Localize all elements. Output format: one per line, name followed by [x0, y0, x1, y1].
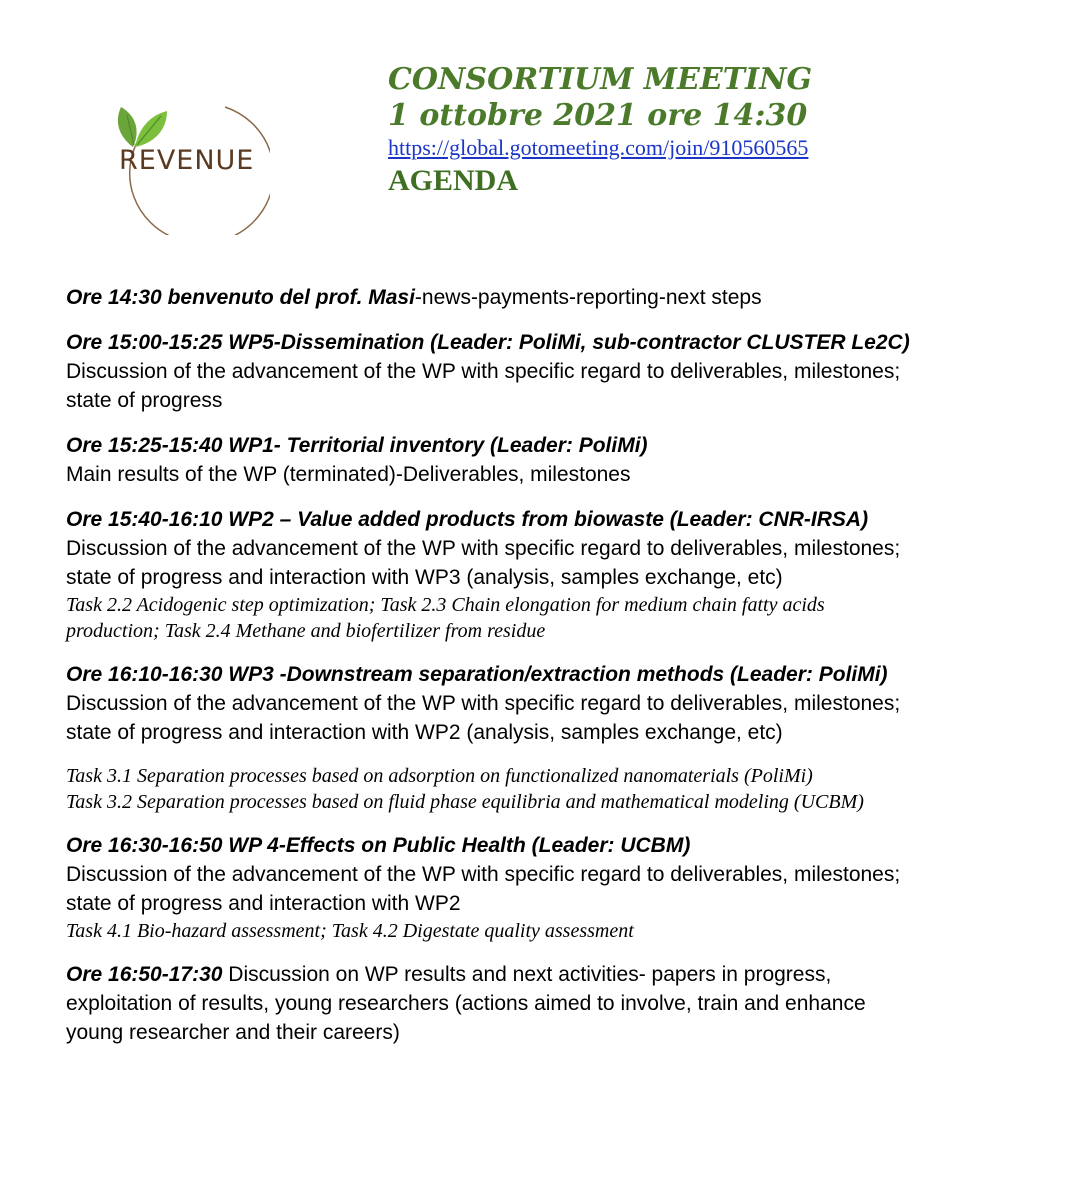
- meeting-header: [388, 62, 812, 200]
- agenda-item-description: Main results of the WP (terminated)-Deliverables, milestones: [66, 463, 631, 486]
- agenda-item-description: state of progress: [66, 389, 223, 412]
- agenda-item-task: production; Task 2.4 Methane and biofertilizer from residue: [66, 620, 546, 642]
- agenda-item-heading: Ore 16:10-16:30 WP3 -Downstream separation/extraction methods (Leader: PoliMi): [66, 663, 888, 686]
- agenda-item: [66, 505, 1076, 644]
- agenda-item: [66, 831, 1076, 944]
- meeting-link[interactable]: https://global.gotomeeting.com/join/910560565: [388, 135, 809, 160]
- agenda-item-heading: Ore 14:30 benvenuto del prof. Masi-news-payments-reporting-next steps: [66, 286, 762, 309]
- logo-wordmark: REVENUE: [119, 145, 255, 176]
- revenue-logo: [105, 85, 270, 235]
- agenda-item-task: Task 3.1 Separation processes based on adsorption on functionalized nanomaterials (PoliMi): [66, 765, 813, 787]
- leaf-icon: [118, 107, 167, 147]
- agenda-item-heading: Ore 15:00-15:25 WP5-Dissemination (Leader: PoliMi, sub-contractor CLUSTER Le2C): [66, 331, 910, 354]
- agenda-item-description: state of progress and interaction with WP2: [66, 892, 461, 915]
- agenda-list: [66, 283, 1076, 1063]
- agenda-item-task: Task 2.2 Acidogenic step optimization; Task 2.3 Chain elongation for medium chain fatty acids: [66, 594, 825, 616]
- agenda-item: [66, 660, 1076, 815]
- agenda-label: AGENDA: [388, 164, 519, 197]
- agenda-item-description: young researcher and their careers): [66, 1021, 400, 1044]
- agenda-item-description: Discussion of the advancement of the WP with specific regard to deliverables, milestones;: [66, 537, 901, 560]
- agenda-item: [66, 328, 1076, 415]
- agenda-item-heading: Ore 15:25-15:40 WP1- Territorial inventory (Leader: PoliMi): [66, 434, 648, 457]
- agenda-item-heading: Ore 16:50-17:30 Discussion on WP results and next activities- papers in progress,: [66, 963, 832, 986]
- agenda-item-task: Task 4.1 Bio-hazard assessment; Task 4.2 Digestate quality assessment: [66, 920, 634, 942]
- agenda-item-description: state of progress and interaction with WP2 (analysis, samples exchange, etc): [66, 721, 783, 744]
- agenda-item-heading: Ore 15:40-16:10 WP2 – Value added products from biowaste (Leader: CNR-IRSA): [66, 508, 869, 531]
- agenda-item-description: Discussion of the advancement of the WP with specific regard to deliverables, milestones;: [66, 863, 901, 886]
- agenda-item-description: Discussion of the advancement of the WP with specific regard to deliverables, milestones;: [66, 692, 901, 715]
- meeting-date: 1 ottobre 2021 ore 14:30: [388, 98, 808, 133]
- agenda-item: [66, 960, 1076, 1047]
- agenda-item-heading: Ore 16:30-16:50 WP 4-Effects on Public Health (Leader: UCBM): [66, 834, 691, 857]
- agenda-item-description: exploitation of results, young researchers (actions aimed to involve, train and enhance: [66, 992, 866, 1015]
- agenda-item-description: Discussion of the advancement of the WP with specific regard to deliverables, milestones;: [66, 360, 901, 383]
- spacer: [66, 747, 1076, 763]
- meeting-title: CONSORTIUM MEETING: [388, 62, 813, 97]
- agenda-item-description: state of progress and interaction with WP3 (analysis, samples exchange, etc): [66, 566, 783, 589]
- agenda-item: [66, 283, 1076, 312]
- agenda-item: [66, 431, 1076, 489]
- agenda-item-task: Task 3.2 Separation processes based on fluid phase equilibria and mathematical modeling (UCBM): [66, 791, 864, 813]
